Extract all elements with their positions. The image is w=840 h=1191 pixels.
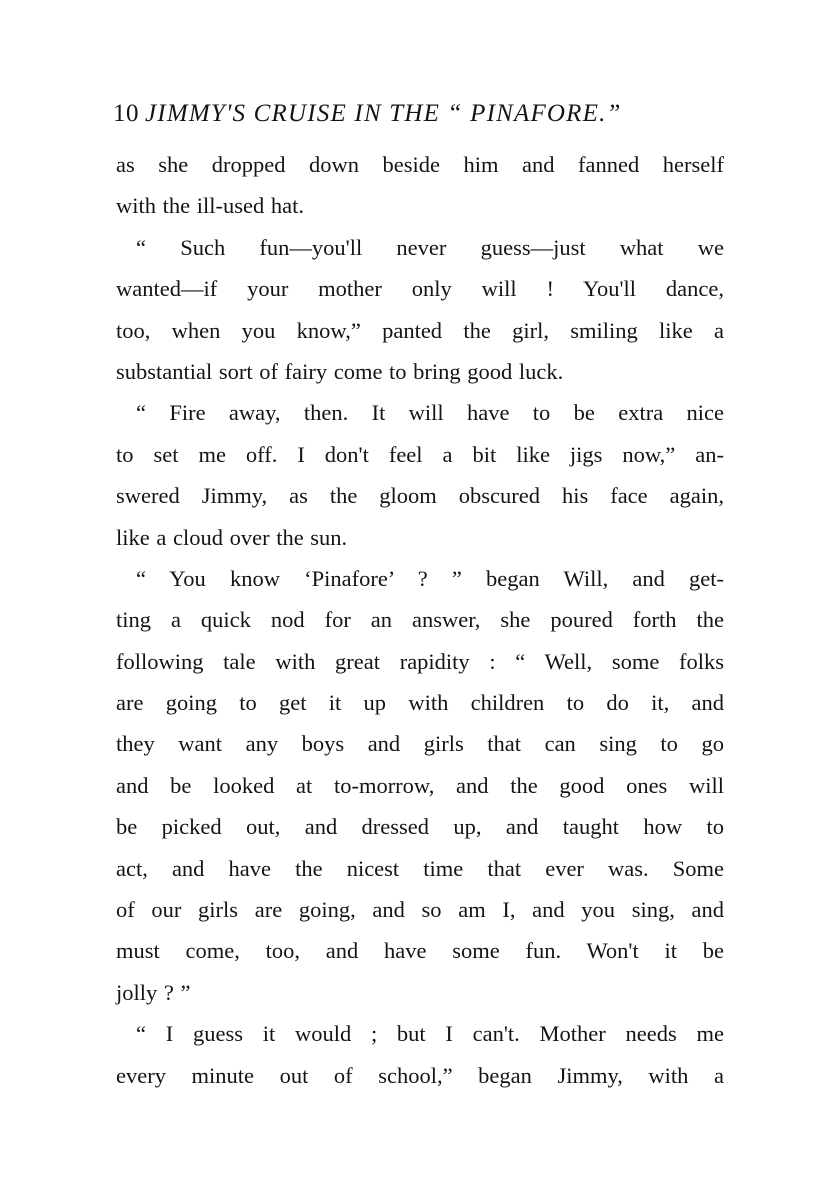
text-line: act, and have the nicest time that ever was. Some	[116, 855, 724, 881]
running-title: JIMMY'S CRUISE IN THE “ PINAFORE.”	[145, 100, 622, 127]
text-line: “ I guess it would ; but I can't. Mother needs me	[136, 1021, 724, 1047]
text-line: as she dropped down beside him and fanned herself	[116, 152, 724, 177]
text-line: swered Jimmy, as the gloom obscured his face again,	[116, 483, 724, 509]
text-line: ting a quick nod for an answer, she poured forth the	[116, 607, 724, 633]
text-line: “ Such fun—you'll never guess—just what we	[136, 234, 724, 260]
text-line: wanted—if your mother only will ! You'll dance,	[116, 276, 724, 302]
page-number: 10	[113, 100, 139, 127]
text-line: are going to get it up with children to do it, and	[116, 690, 724, 716]
text-line: “ Fire away, then. It will have to be extra nice	[136, 400, 724, 426]
text-line: to set me off. I don't feel a bit like jigs now,” an-	[116, 441, 724, 467]
text-line: with the ill-used hat.	[116, 193, 304, 219]
text-line: and be looked at to-morrow, and the good ones will	[116, 772, 724, 798]
text-line: must come, too, and have some fun. Won't it be	[116, 938, 724, 964]
text-line: “ You know ‘Pinafore’ ? ” began Will, and get-	[136, 565, 724, 591]
text-line: substantial sort of fairy come to bring good luck.	[116, 358, 564, 384]
text-line: like a cloud over the sun.	[116, 524, 348, 550]
text-line: of our girls are going, and so am I, and you sing, and	[116, 897, 724, 923]
running-head	[113, 94, 733, 134]
text-line: every minute out of school,” began Jimmy, with a	[116, 1062, 724, 1088]
text-line: following tale with great rapidity : “ Well, some folks	[116, 648, 724, 674]
text-line: be picked out, and dressed up, and taught how to	[116, 814, 724, 840]
text-line: too, when you know,” panted the girl, smiling like a	[116, 317, 724, 343]
text-line: they want any boys and girls that can sing to go	[116, 731, 724, 757]
body-text	[116, 144, 724, 1096]
text-line: jolly ? ”	[116, 979, 191, 1005]
